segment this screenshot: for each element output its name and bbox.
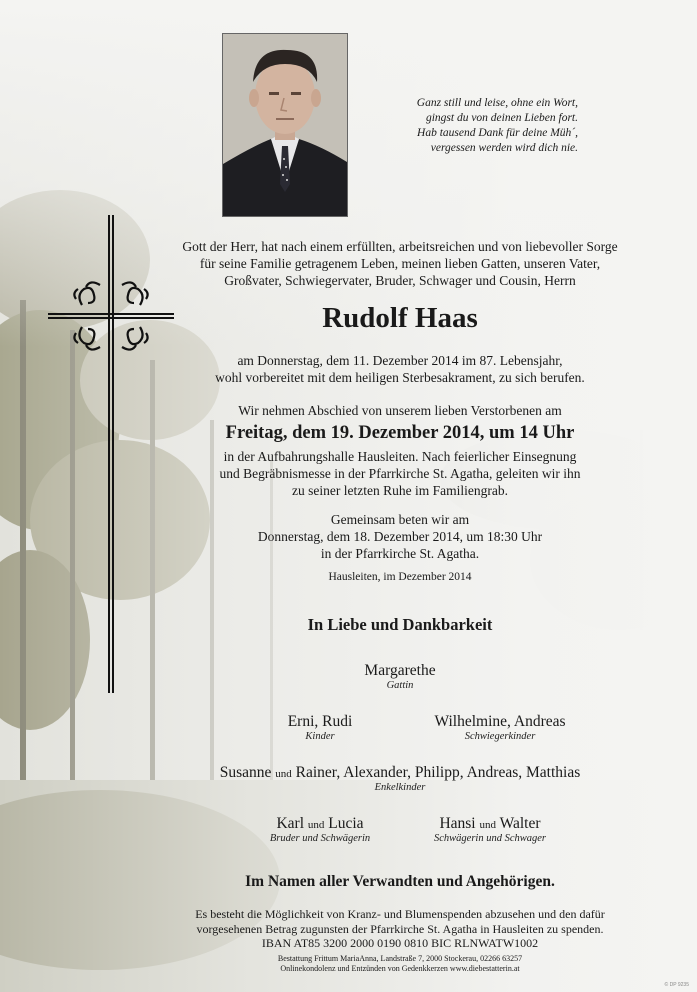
deceased-name: Rudolf Haas [322, 302, 478, 334]
intro-line: für seine Familie getragenem Leben, meinen lieben Gatten, unseren Vater, [199, 256, 601, 271]
prayer-line: Gemeinsam beten wir am [330, 512, 470, 527]
mourner-relation: Bruder und Schwägerin [269, 833, 371, 844]
mourner-in-laws [410, 713, 590, 742]
death-info-line: wohl vorbereitet mit dem heiligen Sterbesakrament, zu sich berufen. [215, 370, 585, 385]
donation-info [150, 907, 650, 951]
mourner-children [250, 713, 390, 742]
prayer-line: Donnerstag, dem 18. Dezember 2014, um 18:30 Uhr [257, 529, 543, 544]
intro-text [150, 238, 650, 289]
intro-line: Großvater, Schwiegervater, Bruder, Schwager und Cousin, Herrn [224, 273, 576, 288]
donation-line: Es besteht die Möglichkeit von Kranz- und Blumenspenden abzusehen und den dafür [195, 907, 605, 921]
poem-line: Ganz still und leise, ohne ein Wort, [416, 97, 578, 109]
farewell-intro: Wir nehmen Abschied von unserem lieben Verstorbenen am [238, 403, 562, 418]
prayer-info [150, 511, 650, 562]
mourner-name: Rainer, Alexander, Philipp, Andreas, Matthias [295, 764, 581, 781]
mourner-relation: Kinder [305, 731, 335, 742]
mourner-relation: Enkelkinder [374, 782, 426, 793]
mourner-sister [410, 815, 570, 844]
undertaker-line: Onlinekondolenz und Entzünden von Gedenkkerzen www.diebestatterin.at [280, 964, 520, 973]
death-info-line: am Donnerstag, dem 11. Dezember 2014 im 87. Lebensjahr, [237, 353, 563, 368]
farewell-details [150, 448, 650, 499]
mourner-name: Margarethe [364, 662, 436, 679]
mourner-grandchildren [150, 764, 650, 793]
undertaker-info [150, 954, 650, 974]
deceased-portrait [222, 33, 348, 217]
mourner-name: Lucia [328, 815, 364, 832]
place-date: Hausleiten, im Dezember 2014 [328, 571, 472, 583]
poem-line: vergessen werden wird dich nie. [430, 142, 578, 154]
mourner-name-line [410, 815, 570, 833]
mourner-name-line [250, 815, 390, 833]
portrait-image [223, 34, 347, 216]
mourner-brother [250, 815, 390, 844]
poem-line: Hab tausend Dank für deine Müh´, [417, 127, 578, 139]
farewell-line: in der Aufbahrungshalle Hausleiten. Nach feierlicher Einsegnung [223, 449, 577, 464]
donation-line: IBAN AT85 3200 2000 0190 0810 BIC RLNWATW1002 [261, 936, 539, 950]
mourner-name: Karl [276, 815, 304, 832]
farewell-line: und Begräbnismesse in der Pfarrkirche St. Agatha, geleiten wir ihn [219, 466, 581, 481]
prayer-line: in der Pfarrkirche St. Agatha. [320, 546, 480, 561]
mourner-name: Hansi [439, 815, 476, 832]
mourner-name: Wilhelmine, Andreas [434, 713, 566, 730]
mourner-relation: Schwägerin und Schwager [434, 833, 546, 844]
farewell-line: zu seiner letzten Ruhe im Familiengrab. [292, 483, 508, 498]
und-word: und [307, 819, 325, 831]
memorial-poem [368, 96, 578, 156]
death-info [150, 352, 650, 386]
mourner-name: Erni, Rudi [287, 713, 353, 730]
farewell-date: Freitag, dem 19. Dezember 2014, um 14 Uhr [225, 423, 575, 443]
mourner-relation: Schwiegerkinder [464, 731, 536, 742]
und-word: und [275, 768, 292, 780]
mourner-widow [150, 662, 650, 691]
intro-line: Gott der Herr, hat nach einem erfüllten, arbeitsreichen und von liebevoller Sorge [182, 239, 618, 254]
undertaker-line: Bestattung Frittum MariaAnna, Landstraße 7, 2000 Stockerau, 02266 63257 [277, 954, 523, 963]
relatives-line: Im Namen aller Verwandten und Angehörigen. [245, 873, 555, 890]
love-heading: In Liebe und Dankbarkeit [307, 615, 493, 634]
mourner-name: Susanne [219, 764, 272, 781]
poem-line: gingst du von deinen Lieben fort. [425, 112, 578, 124]
mourner-relation: Gattin [386, 680, 414, 691]
copyright-mark: © DP 9235 [664, 982, 689, 988]
mourner-name-line [150, 764, 650, 782]
donation-line: vorgesehenen Betrag zugunsten der Pfarrkirche St. Agatha in Hausleiten zu spenden. [196, 921, 604, 936]
und-word: und [479, 819, 496, 831]
mourner-name: Walter [499, 815, 541, 832]
